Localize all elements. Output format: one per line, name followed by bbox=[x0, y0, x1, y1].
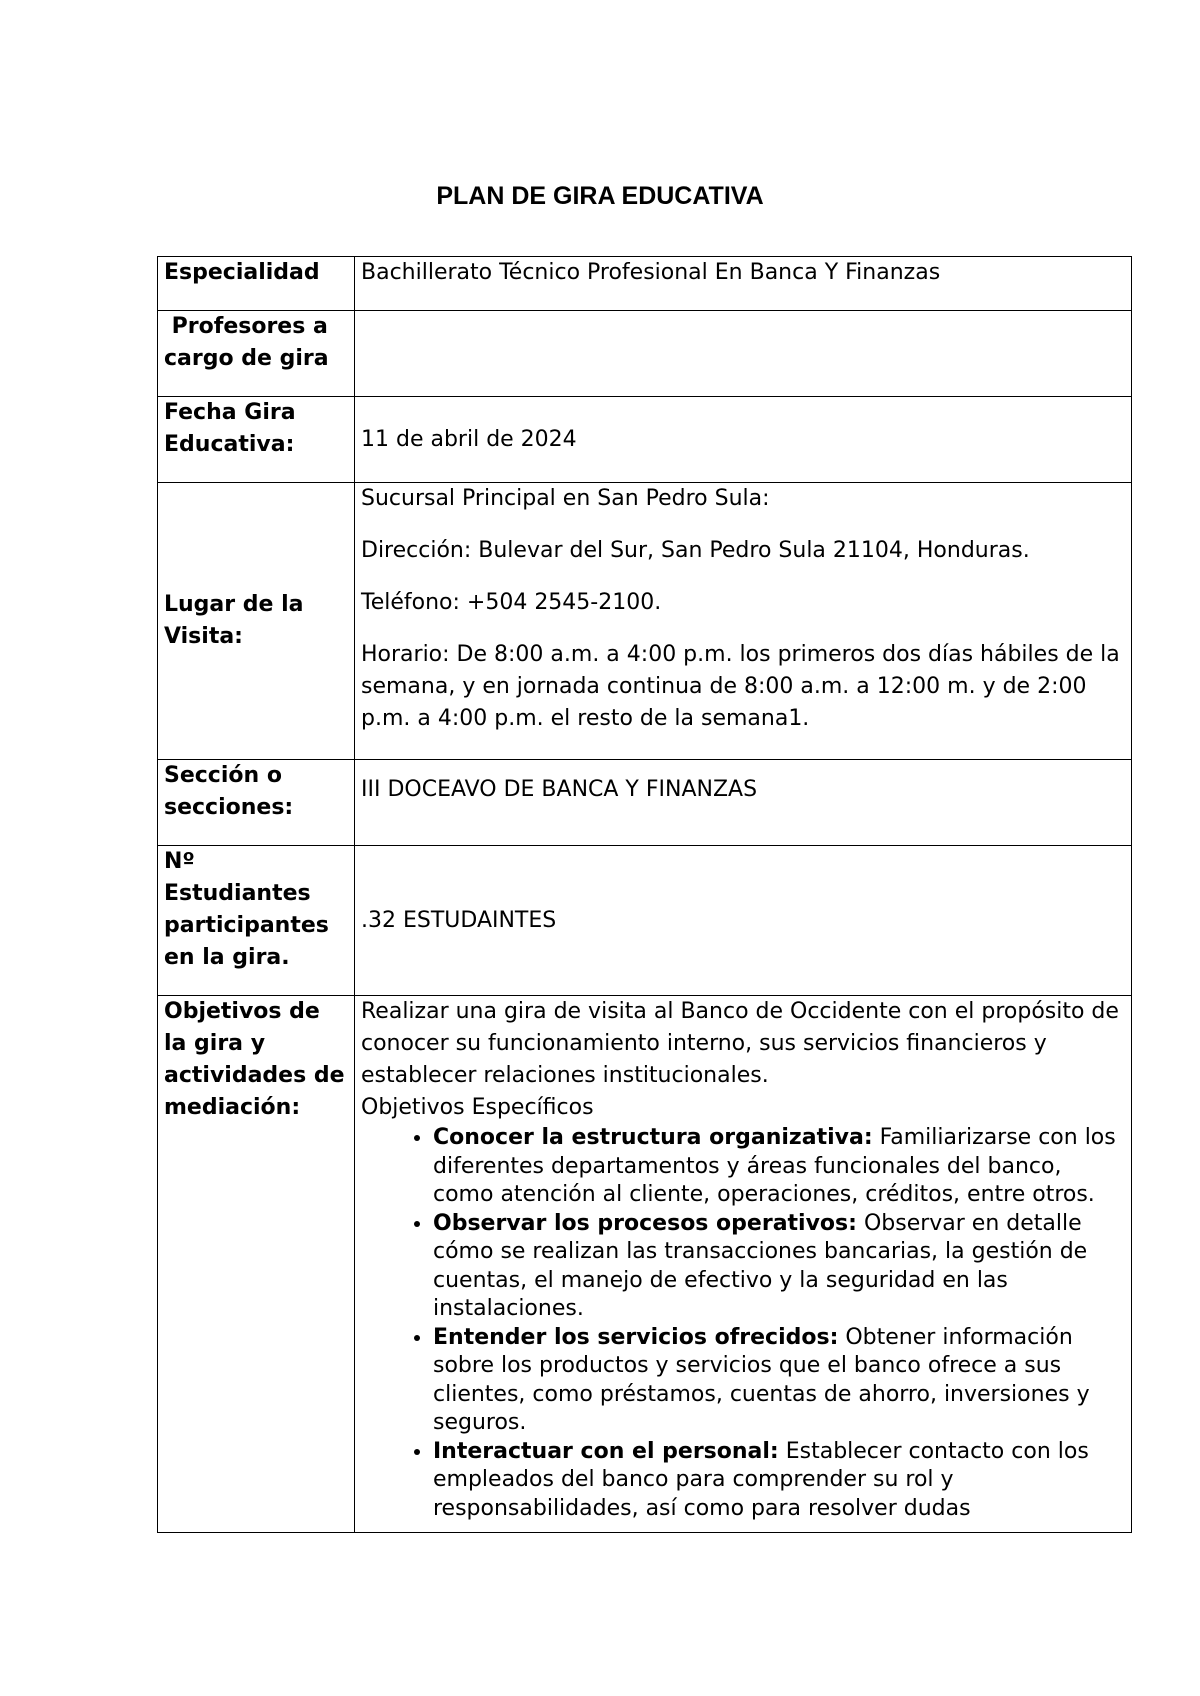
label-fecha: Fecha Gira Educativa: bbox=[158, 397, 355, 483]
objetivo-title: Observar los procesos operativos: bbox=[433, 1210, 857, 1236]
objetivo-title: Interactuar con el personal: bbox=[433, 1438, 779, 1464]
list-item bbox=[433, 1124, 1125, 1210]
value-profesores bbox=[355, 311, 1132, 397]
row-lugar bbox=[158, 483, 1132, 760]
lugar-direccion: Dirección: Bulevar del Sur, San Pedro Sula 21104, Honduras. bbox=[361, 538, 1030, 563]
label-estudiantes: Nº Estudiantes participantes en la gira. bbox=[158, 846, 355, 996]
plan-table bbox=[157, 256, 1132, 1533]
objetivo-text: Establecer contacto con los empleados del banco para comprender su rol y responsabilidades, así como para resolver dudas bbox=[433, 1438, 1089, 1521]
label-especialidad: Especialidad bbox=[158, 257, 355, 311]
row-estudiantes bbox=[158, 846, 1132, 996]
list-item bbox=[433, 1210, 1125, 1324]
row-profesores bbox=[158, 311, 1132, 397]
label-seccion: Sección o secciones: bbox=[158, 760, 355, 846]
objetivo-text: Familiarizarse con los diferentes departamentos y áreas funcionales del banco, como atención al cliente, operaciones, créditos, entre otros. bbox=[433, 1125, 1116, 1207]
value-lugar bbox=[355, 483, 1132, 760]
label-profesores: Profesores a cargo de gira bbox=[158, 311, 355, 397]
value-especialidad: Bachillerato Técnico Profesional En Banca Y Finanzas bbox=[355, 257, 1132, 311]
value-objetivos bbox=[355, 996, 1132, 1533]
lugar-telefono: Teléfono: +504 2545-2100. bbox=[361, 590, 662, 615]
row-objetivos bbox=[158, 996, 1132, 1533]
list-item bbox=[433, 1438, 1125, 1524]
objetivo-general: Realizar una gira de visita al Banco de Occidente con el propósito de conocer su funcionamiento interno, sus servicios financieros y establecer relaciones institucionales. bbox=[361, 999, 1119, 1088]
value-fecha: 11 de abril de 2024 bbox=[355, 397, 1132, 483]
objetivo-title: Conocer la estructura organizativa: bbox=[433, 1125, 873, 1150]
row-fecha bbox=[158, 397, 1132, 483]
objetivo-text: Observar en detalle cómo se realizan las transacciones bancarias, la gestión de cuentas, el manejo de efectivo y la seguridad en las instalaciones. bbox=[433, 1210, 1088, 1321]
document-title: PLAN DE GIRA EDUCATIVA bbox=[436, 182, 764, 210]
objetivos-especificos-heading: Objetivos Específicos bbox=[361, 1095, 594, 1120]
objetivo-title: Entender los servicios ofrecidos: bbox=[433, 1324, 839, 1350]
value-estudiantes: .32 ESTUDAINTES bbox=[355, 846, 1132, 996]
label-lugar: Lugar de la Visita: bbox=[158, 483, 355, 760]
list-item bbox=[433, 1324, 1125, 1438]
lugar-horario: Horario: De 8:00 a.m. a 4:00 p.m. los primeros dos días hábiles de la semana, y en jornada continua de 8:00 a.m. a 12:00 m. y de 2:00 p.m. a 4:00 p.m. el resto de la semana1. bbox=[361, 642, 1120, 731]
value-seccion bbox=[355, 760, 1132, 846]
row-seccion bbox=[158, 760, 1132, 846]
objetivo-text: Obtener información sobre los productos y servicios que el banco ofrece a sus clientes, como préstamos, cuentas de ahorro, inversiones y seguros. bbox=[433, 1324, 1090, 1435]
label-objetivos: Objetivos de la gira y actividades de mediación: bbox=[158, 996, 355, 1533]
seccion-text: III DOCEAVO DE BANCA Y FINANZAS bbox=[361, 777, 758, 802]
objetivos-list bbox=[361, 1124, 1125, 1523]
lugar-sucursal: Sucursal Principal en San Pedro Sula: bbox=[361, 486, 770, 511]
row-especialidad bbox=[158, 257, 1132, 311]
